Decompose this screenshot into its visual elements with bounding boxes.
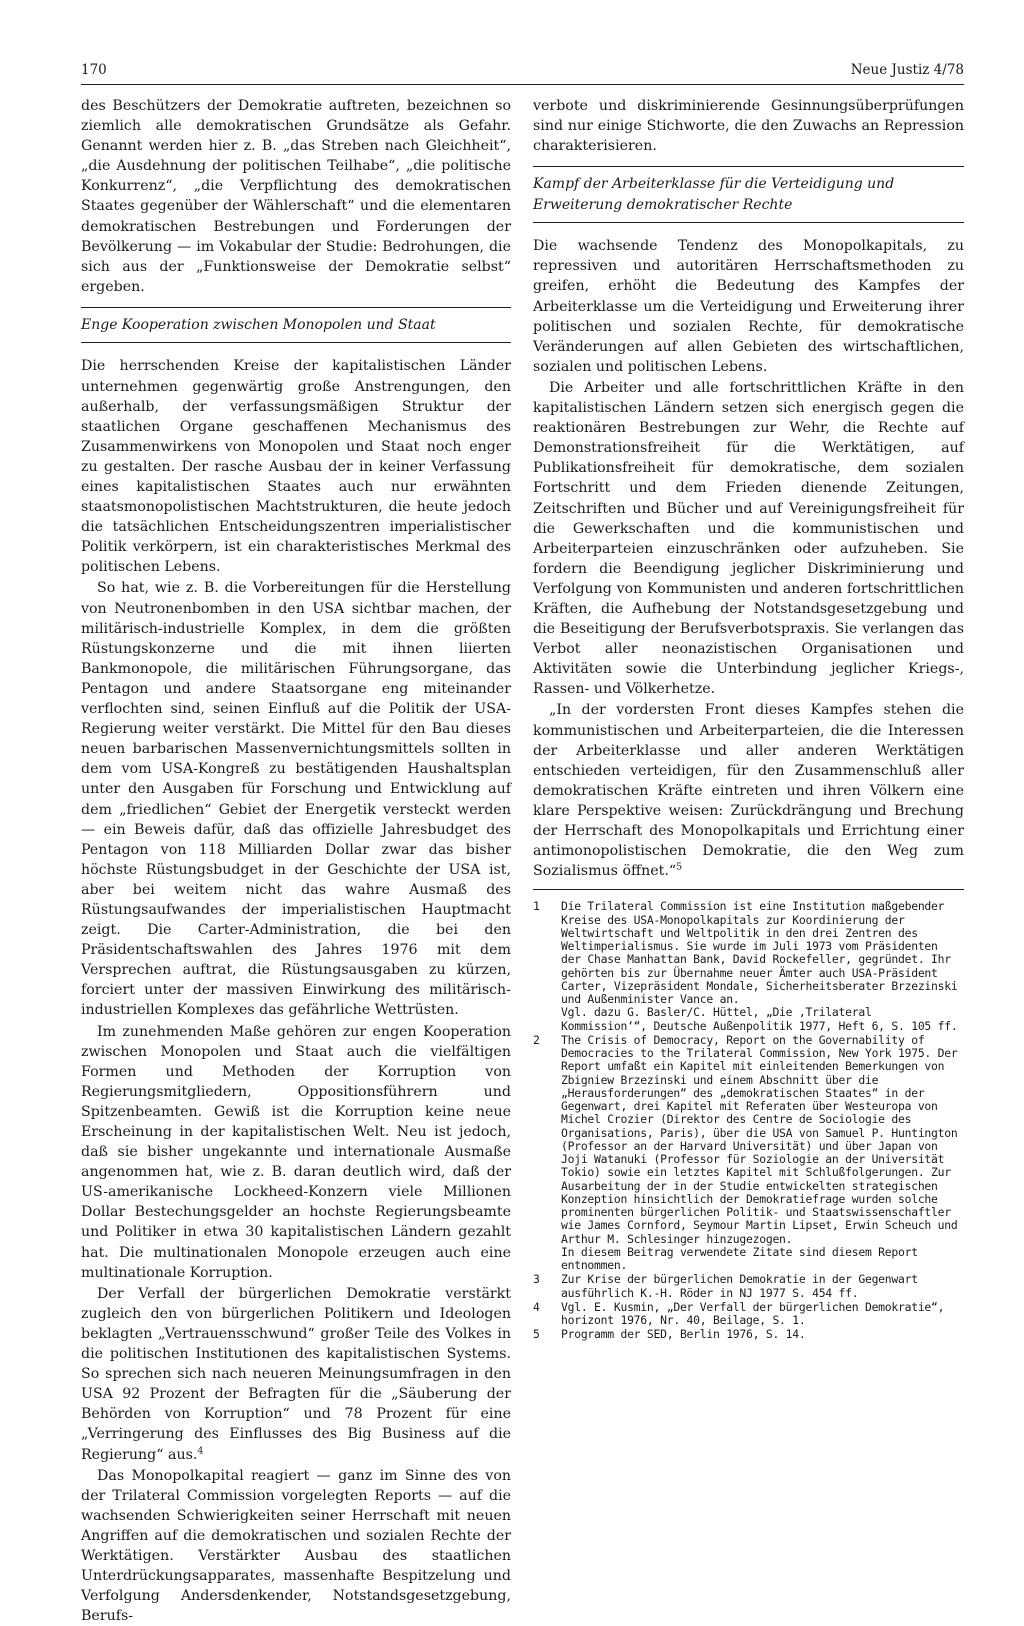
section-rule (533, 166, 964, 167)
footnote (533, 900, 964, 1033)
paragraph: Die wachsende Tendenz des Monopolkapitals, zu repressiven und autoritären Herrschaftsmethoden zu greifen, erhöht die Bedeutung des Kampfes der Arbeiterklasse um die Verteidigung und Erweiterung ihrer politischen und sozialen Rechte, für demokratische Veränderungen auf allen Gebieten des wirtschaftlichen, sozialen und politischen Lebens. (533, 238, 964, 375)
paragraph: Das Monopolkapital reagiert — ganz im Sinne des von der Trilateral Commission vorgelegten Reports — auf die wachsenden Schwierigkeiten seiner Herrschaft mit neuen Angriffen auf die demokratischen und sozialen Rechte der Werktätigen. Verstärkter Ausbau des staatlichen Unterdrückungsapparates, massenhafte Bespitzelung und Verfolgung Andersdenkender, Notstandsgesetzgebung, Berufs- (81, 1467, 511, 1625)
footnote-reference[interactable]: 5 (676, 861, 683, 873)
section-rule (533, 222, 964, 223)
footnote (533, 1328, 964, 1341)
section-heading: Enge Kooperation zwischen Monopolen und Staat (81, 316, 436, 333)
paragraph (81, 1284, 511, 1465)
footnote-number: 2 (533, 1032, 540, 1047)
paragraph-text: „In der vordersten Front dieses Kampfes stehen die kommunistischen und Arbeiterparteien, die die Interessen der Arbeiterklasse und aller anderen Werktätigen entschieden verteidigen, für den Zusammenschluß aller demokratischen Kräfte eintreten und ihren Völkern eine klare Perspektive weisen: Zurückdrängung und Brechung der Herrschaft des Monopolkapitals und Errichtung einer antimonopolistischen Demokratie, die den Weg zum Sozialismus öffnet.“ (533, 702, 964, 880)
paragraph: So hat, wie z. B. die Vorbereitungen für die Herstellung von Neutronenbomben in den USA sichtbar machen, der militärisch-industrielle Komplex, in dem die größten Rüstungskonzerne und die mit ihnen liierten Bankmonopole, die militärischen Führungsorgane, das Pentagon und andere Staatsorgane eng miteinander verflochten sind, seinen Einfluß auf die Politik der USA-Regierung weiter verstärkt. Die Mittel für den Bau dieses neuen barbarischen Massenvernichtungsmittels sollten in dem vom USA-Kongreß zu bestätigenden Haushaltsplan unter den Ausgaben für Forschung und Entwicklung auf dem „friedlichen“ Gebiet der Energetik versteckt werden — ein Beweis dafür, daß das offizielle Jahresbudget des Pentagon von 118 Milliarden Dollar zwar das bisher höchste Rüstungsbudget in der Geschichte der USA ist, aber bei weitem nicht das wahre Ausmaß des Rüstungsaufwandes der imperialistischen Hauptmacht zeigt. Die Carter-Administration, die bei den Präsidentschaftswahlen des Jahres 1976 mit dem Versprechen auftrat, die Rüstungsausgaben zu kürzen, forciert unter der massiven Einwirkung des militärisch-industriellen Komplexes das gefährliche Wettrüsten. (81, 580, 511, 1019)
footnote-reference[interactable]: 4 (197, 1444, 204, 1456)
footnote (533, 1034, 964, 1273)
footnote (533, 1273, 964, 1300)
footnote-text: Zur Krise der bürgerlichen Demokratie in der Gegenwart ausführlich K.-H. Röder in NJ 1977 S. 454 ff. (561, 1272, 918, 1300)
footnote-number: 3 (533, 1272, 540, 1287)
section-rule (81, 342, 511, 343)
page-number: 170 (81, 62, 107, 78)
left-column (81, 96, 511, 1626)
footnote-number: 5 (533, 1327, 540, 1342)
paragraph (533, 700, 964, 881)
header-rule (81, 84, 964, 85)
paragraph: verbote und diskriminierende Gesinnungsüberprüfungen sind nur einige Stichworte, die den Zuwachs an Repression charakterisieren. (533, 98, 964, 155)
footnotes (533, 889, 964, 1341)
paragraph: Im zunehmenden Maße gehören zur engen Kooperation zwischen Monopolen und Staat auch die vielfältigen Formen und Methoden der Korruption von Regierungsmitgliedern, Oppositionsführern und Spitzenbeamten. Gewiß ist die Korruption keine neue Erscheinung in der kapitalistischen Welt. Neu ist jedoch, daß sie bisher ungekannte und internationale Ausmaße angenommen hat, wie z. B. daran deutlich wird, daß der US-amerikanische Lockheed-Konzern viele Millionen Dollar Bestechungsgelder an hochste Regierungsbeamte und Politiker in etwa 30 kapitalistischen Ländern gezahlt hat. Die multinationalen Monopole erzeugen auch eine multinationale Korruption. (81, 1023, 511, 1281)
section-heading: Kampf der Arbeiterklasse für die Verteidigung und Erweiterung demokratischer Rechte (533, 176, 895, 213)
paragraph: Die Arbeiter und alle fortschrittlichen Kräfte in den kapitalistischen Ländern setzen sich energisch gegen die reaktionären Bestrebungen zur Wehr, die Rechte auf Demonstrationsfreiheit für die Werktätigen, auf Publikationsfreiheit für demokratische, dem sozialen Fortschritt und dem Frieden dienende Zeitungen, Zeitschriften und Bücher und auf Vereinigungsfreiheit für die Gewerkschaften und die kommunistischen und Arbeiterparteien einzuschränken oder aufzuheben. Sie fordern die Beendigung jeglicher Diskriminierung und Verfolgung von Kommunisten und anderen fortschrittlichen Kräften, die Aufhebung der Notstandsgesetzgebung und die Beseitigung der Berufsverbotspraxis. Sie verlangen das Verbot aller neonazistischen Organisationen und Aktivitäten sowie die Unterbindung jeglicher Kriegs-, Rassen- und Völkerhetze. (533, 379, 964, 698)
paragraph-text: Der Verfall der bürgerlichen Demokratie verstärkt zugleich den von bürgerlichen Politikern und Ideologen beklagten „Vertrauensschwund“ großer Teile des Volkes in die politischen Institutionen des kapitalistischen Systems. So sprechen sich nach neueren Meinungsumfragen in den USA 92 Prozent der Befragten für die „Säuberung der Behörden von Korruption“ und 78 Prozent für eine „Verringerung des Einflusses des Big Business auf die Regierung“ aus. (81, 1285, 511, 1463)
right-column (533, 96, 964, 1343)
running-header (81, 62, 964, 84)
footnote-text: Die Trilateral Commission ist eine Institution maßgebender Kreise des USA-Monopolkapitals zur Koordinierung der Weltwirtschaft und Weltpolitik in den drei Zentren des Weltimperialismus. Sie wurde im Juli 1973 vom Präsidenten der Chase Manhattan Bank, David Rockefeller, gegründet. Ihr gehörten bis zur Übernahme neuer Ämter auch USA-Präsident Carter, Vizepräsident Mondale, Sicherheitsberater Brzezinski und Außenminister Vance an. Vgl. dazu G. Basler/C. Hüttel, „Die ‚Trilateral Kommission‘“, Deutsche Außenpolitik 1977, Heft 6, S. 105 ff. (561, 899, 958, 1033)
footnote-text: Programm der SED, Berlin 1976, S. 14. (561, 1327, 806, 1342)
footnote-text: The Crisis of Democracy, Report on the Governability of Democracies to the Trilateral Commission, New York 1975. Der Report umfaßt ein Kapitel mit einleitenden Bemerkungen von Zbigniew Brzezinski und einem Abschnitt über die „Herausforderungen“ des „demokratischen Staates“ in der Gegenwart, drei Kapitel mit Referaten über Westeuropa von Michel Crozier (Direktor des Centre de Sociologie des Organisations, Paris), über die USA von Samuel P. Huntington (Professor an der Harvard Universität) und über Japan von Joji Watanuki (Professor für Soziologie an der Universität Tokio) sowie ein letztes Kapitel mit Schlußfolgerungen. Zur Ausarbeitung der in der Studie entwickelten strategischen Konzeption hinsichtlich der Demokratiefrage wurden solche prominenten bürgerlichen Politik- und Staatswissenschaftler wie James Cornford, Seymour Martin Lipset, Erwin Scheuch und Arthur M. Schlesinger hinzugezogen. In diesem Beitrag verwendete Zitate sind diesem Report entnommen. (561, 1032, 958, 1273)
footnote-number: 4 (533, 1299, 540, 1314)
footnote-text: Vgl. E. Kusmin, „Der Verfall der bürgerlichen Demokratie“, horizont 1976, Nr. 40, Beilage, S. 1. (561, 1299, 945, 1328)
footnote (533, 1301, 964, 1328)
footnote-number: 1 (533, 899, 540, 914)
journal-issue: Neue Justiz 4/78 (850, 62, 964, 78)
section-rule (81, 307, 511, 308)
paragraph: Die herrschenden Kreise der kapitalistischen Länder unternehmen gegenwärtig große Anstrengungen, den außerhalb, der verfassungsmäßigen Struktur der staatlichen Organe geschaffenen Mechanismus des Zusammenwirkens von Monopolen und Staat noch enger zu gestalten. Der rasche Ausbau der in keiner Verfassung eines kapitalistischen Staates auch nur erwähnten staatsmonopolistischen Machtstrukturen, die heute jedoch die tatsächlichen Entscheidungszentren imperialistischer Politik verkörpern, ist ein charakteristisches Merkmal des politischen Lebens. (81, 358, 511, 576)
paragraph: des Beschützers der Demokratie auftreten, bezeichnen so ziemlich alle demokratischen Grundsätze als Gefahr. Genannt werden hier z. B. „das Streben nach Gleichheit“, „die Ausdehnung der politischen Teilhabe“, „die politische Konkurrenz“, „die Verpflichtung des demokratischen Staates gegenüber der Wählerschaft“ und die elementaren demokratischen Bestrebungen und Forderungen der Bevölkerung — im Vokabular der Studie: Bedrohungen, die sich aus der „Funktionsweise der Demokratie selbst“ ergeben. (81, 98, 511, 295)
